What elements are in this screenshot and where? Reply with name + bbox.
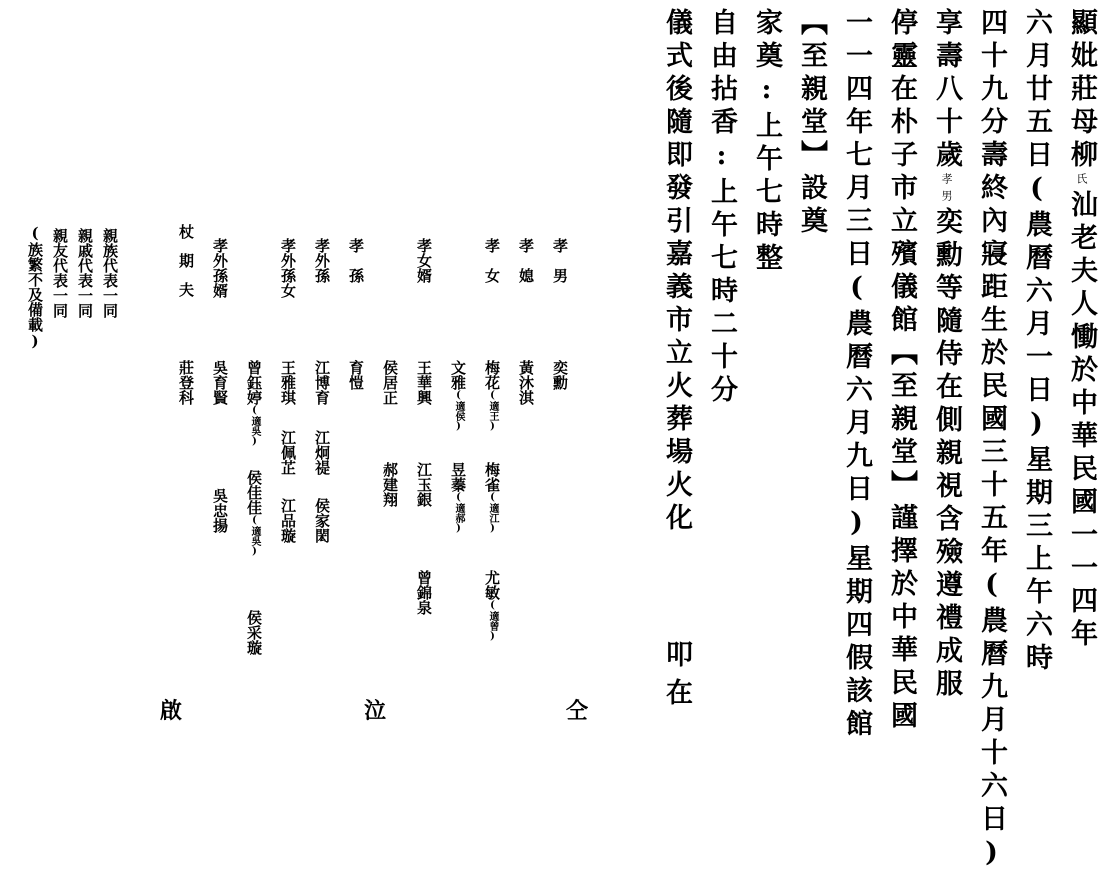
mourner-name: 尤敏(適曾): [483, 570, 501, 642]
mourner-title: 孝 媳: [517, 238, 535, 283]
mourner-name: 黃沐淇: [517, 360, 535, 405]
mourner-name: 文雅(適侯): [449, 360, 467, 432]
mourner-name: 侯家閎: [313, 498, 331, 543]
mourner-name: 江品璇: [279, 498, 297, 543]
mourner-name: 吳育賢: [211, 360, 229, 405]
mourner-title: 孝外孫女: [279, 238, 297, 298]
mourner-name: 莊登科: [177, 360, 195, 405]
notice-column-5: 停靈在朴子市立殯儀館【至親堂】謹擇於中華民國: [886, 8, 917, 734]
closing-kou: 叩: [661, 640, 692, 673]
notice-column-10: 儀式後隨即發引嘉義市立火葬場火化: [661, 8, 692, 536]
mourner-name: 侯采璇: [245, 610, 263, 655]
notice-column-4-note: 孝男: [940, 173, 953, 207]
signoff-qi-announce: 啟: [160, 698, 183, 724]
notice-column-8: 家奠:上午七時整: [751, 8, 782, 276]
mourner-title: 孝 女: [483, 238, 501, 283]
mourner-title: 孝外孫: [313, 238, 331, 283]
mourner-name: 育愷: [347, 360, 365, 390]
notice-column-3: 四十九分壽終內寢距生於民國三十五年(農曆九月十六日): [976, 8, 1007, 874]
notice-column-6: 一一四年七月三日(農曆六月九日)星期四假該館: [841, 8, 872, 742]
mourner-title: 孝女婿: [415, 238, 433, 283]
closing-zai: 在: [661, 678, 692, 711]
mourner-name: 吳忠揚: [211, 488, 229, 533]
mourner-name: 江佩芷: [279, 430, 297, 475]
signoff-tong: 仝: [566, 698, 589, 724]
mourner-title: 孝 男: [551, 238, 569, 283]
mourner-name: 王雅琪: [279, 360, 297, 405]
representative-line: 親友代表一同: [51, 228, 69, 318]
mourner-name: 曾錦泉: [415, 570, 433, 615]
mourner-name: 奕勳: [551, 360, 569, 390]
mourner-name: 江博育: [313, 360, 331, 405]
notice-column-2: 六月廿五日(農曆六月一日)星期三上午六時: [1021, 8, 1052, 676]
notice-column-9: 自由拈香:上午七時二十分: [706, 8, 737, 408]
notice-column-4: 享壽八十歲孝男奕勳等隨侍在側親視含殮遵禮成服: [931, 8, 962, 702]
mourner-name: 曾鈺婷(適吳): [245, 360, 263, 447]
mourner-title: 杖期夫: [177, 224, 195, 311]
mourner-name: 侯居正: [381, 360, 399, 405]
mourner-name: 郝建翔: [381, 462, 399, 507]
notice-column-1-note: 氏: [1075, 173, 1088, 190]
representative-line: (族繁不及備載): [26, 224, 44, 350]
mourner-name: 江炯禔: [313, 430, 331, 475]
mourner-name: 江玉銀: [415, 462, 433, 507]
notice-column-7: 【至親堂】設奠: [796, 8, 827, 239]
mourner-name: 侯佳佳(適吳): [245, 470, 263, 557]
mourner-name: 昱蓁(適郝): [449, 462, 467, 534]
mourner-title: 孝 孫: [347, 238, 365, 283]
mourner-title: 孝外孫婿: [211, 238, 229, 298]
representative-line: 親族代表一同: [101, 228, 119, 318]
mourner-name: 梅雀(適江): [483, 462, 501, 534]
mourner-name: 梅花(適王): [483, 360, 501, 432]
notice-column-1: 顯妣莊母柳氏汕老夫人慟於中華民國一一四年: [1066, 8, 1097, 652]
signoff-qi: 泣: [364, 698, 387, 724]
mourner-name: 王華興: [415, 360, 433, 405]
representative-line: 親戚代表一同: [76, 228, 94, 318]
